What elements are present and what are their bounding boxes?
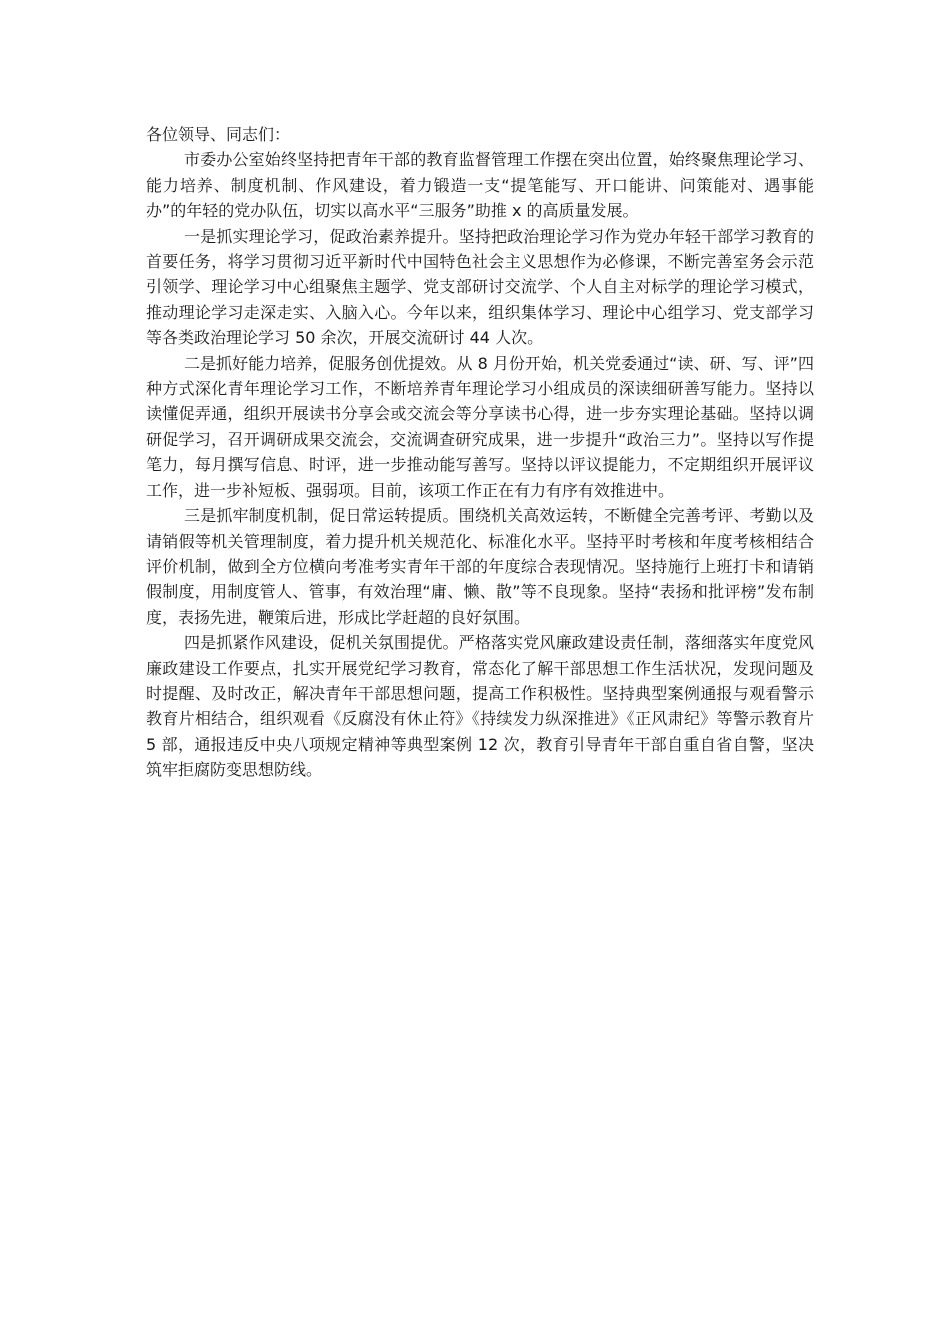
paragraph-institutional-mechanism: 三是抓牢制度机制，促日常运转提质。围绕机关高效运转，不断健全完善考评、考勤以及请销假等机关管理制度，着力提升机关规范化、标准化水平。坚持平时考核和年度考核相结合评价机制，做到全方位横向考准考实青年干部的年度综合表现情况。坚持施行上班打卡和请销假制度，用制度管人、管事，有效治理“庸、懒、散”等不良现象。坚持“表扬和批评榜”发布制度，表扬先进，鞭策后进，形成比学赶超的良好氛围。 [146,506,814,627]
paragraph-work-style: 四是抓紧作风建设，促机关氛围提优。严格落实党风廉政建设责任制，落细落实年度党风廉政建设工作要点，扎实开展党纪学习教育，常态化了解干部思想工作生活状况，发现问题及时提醒、及时改正，解决青年干部思想问题，提高工作积极性。坚持典型案例通报与观看警示教育片相结合，组织观看《反腐没有休止符》《持续发力纵深推进》《正风肃纪》等警示教育片 5 部，通报违反中央八项规定精神等典型案例 12 次，教育引导青年干部自重自省自警，坚决筑牢拒腐防变思想防线。 [146,633,814,780]
salutation: 各位领导、同志们： [146,125,291,144]
paragraph-ability-training: 二是抓好能力培养，促服务创优提效。从 8 月份开始，机关党委通过“读、研、写、评”四种方式深化青年理论学习工作，不断培养青年理论学习小组成员的深读细研善写能力。坚持以读懂促弄通，组织开展读书分享会或交流会等分享读书心得，进一步夯实理论基础。坚持以调研促学习，召开调研成果交流会，交流调查研究成果，进一步提升“政治三力”。坚持以写作提笔力，每月撰写信息、时评，进一步推动能写善写。坚持以评议提能力，不定期组织开展评议工作，进一步补短板、强弱项。目前，该项工作正在有力有序有效推进中。 [146,353,814,500]
document-body [146,122,814,783]
paragraph-theory-study: 一是抓实理论学习，促政治素养提升。坚持把政治理论学习作为党办年轻干部学习教育的首要任务，将学习贯彻习近平新时代中国特色社会主义思想作为必修课，不断完善室务会示范引领学、理论学习中心组聚焦主题学、党支部研讨交流学、个人自主对标学的理论学习模式，推动理论学习走深走实、入脑入心。今年以来，组织集体学习、理论中心组学习、党支部学习等各类政治理论学习 50 余次，开展交流研讨 44 人次。 [146,226,814,348]
paragraph-intro: 市委办公室始终坚持把青年干部的教育监督管理工作摆在突出位置，始终聚焦理论学习、能力培养、制度机制、作风建设，着力锻造一支“提笔能写、开口能讲、问策能对、遇事能办”的年轻的党办队伍，切实以高水平“三服务”助推 x 的高质量发展。 [146,150,814,221]
